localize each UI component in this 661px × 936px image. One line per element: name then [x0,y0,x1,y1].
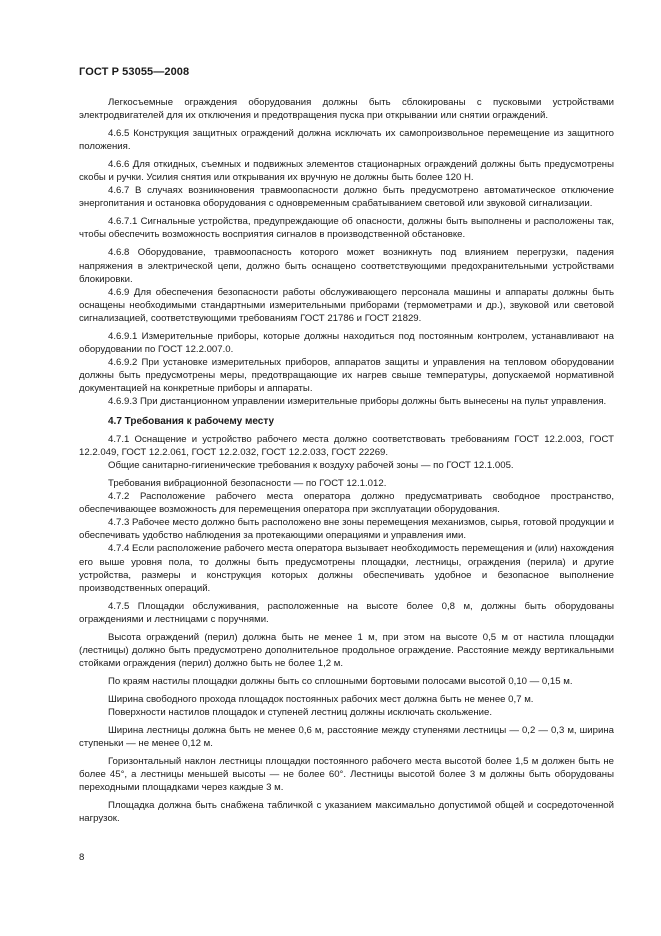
paragraph: 4.6.8 Оборудование, травмоопасность которого может возникнуть под влиянием перегрузки, падения напряжения в электрической цепи, должно быть оснащено соответствующими предохранительными устройствами блокировки. [79,247,614,285]
paragraph: Ширина лестницы должна быть не менее 0,6 м, расстояние между ступенями лестницы — 0,2 — 0,3 м, ширина ступеньки — не менее 0,12 м. [79,725,614,750]
document-body [79,96,614,825]
paragraph: 4.6.9.3 При дистанционном управлении измерительные приборы должны быть вынесены на пульт управления. [108,395,607,407]
paragraph: 4.7.2 Расположение рабочего места оператора должно предусматривать свободное пространство, обеспечивающее возможность для перемещения оператора при эксплуатации оборудования. [79,491,614,516]
paragraph: 4.7.3 Рабочее место должно быть расположено вне зоны перемещения механизмов, сырья, готовой продукции и обеспечивать удобство наблюдения за протекающими операциями и управления ими. [79,517,614,542]
paragraph: 4.7.4 Если расположение рабочего места оператора вызывает необходимость перемещения и (или) нахождения его выше уровня пола, то должны быть предусмотрены площадки, лестницы, ограждения (перила) и другие устройства, размеры и конструкция которых должны обеспечивать удобное и безопасное выполнение производственных операций. [79,543,614,594]
page-number: 8 [79,852,85,863]
section-4-7-paragraphs [79,433,614,825]
document-header: ГОСТ Р 53055—2008 [79,66,190,78]
paragraph: 4.6.9 Для обеспечения безопасности работы обслуживающего персонала машины и аппараты должны быть оснащены необходимыми стандартными измерительными приборами (термометрами и др.), звуковой или световой сигнализацией, соответствующими требованиям ГОСТ 21786 и ГОСТ 21829. [79,286,614,324]
paragraph: Ширина свободного прохода площадок постоянных рабочих мест должна быть не менее 0,7 м. [108,693,534,705]
paragraph: 4.6.9.1 Измерительные приборы, которые должны находиться под постоянным контролем, устанавливают на оборудовании по ГОСТ 12.2.007.0. [79,330,614,355]
paragraph: 4.7.1 Оснащение и устройство рабочего места должно соответствовать требованиям ГОСТ 12.2.003, ГОСТ 12.2.049, ГОСТ 12.2.061, ГОСТ 12.2.032, ГОСТ 12.2.033, ГОСТ 22269. [79,434,614,459]
paragraph: 4.7.5 Площадки обслуживания, расположенные на высоте более 0,8 м, должны быть оборудованы ограждениями и лестницами с поручнями. [79,600,614,625]
paragraph: Общие санитарно-гигиенические требования к воздуху рабочей зоны — по ГОСТ 12.1.005. [108,460,514,472]
paragraph: 4.6.5 Конструкция защитных ограждений должна исключать их самопроизвольное перемещение из защитного положения. [79,128,614,153]
paragraph: Площадка должна быть снабжена табличкой с указанием максимально допустимой общей и сосредоточенной нагрузок. [79,800,614,825]
paragraph: Требования вибрационной безопасности — по ГОСТ 12.1.012. [108,478,387,490]
paragraph: 4.6.6 Для откидных, съемных и подвижных элементов стационарных ограждений должны быть предусмотрены скобы и ручки. Усилия снятия или открывания их вручную не должны быть более 120 Н. [79,159,614,184]
paragraph: Поверхности настилов площадок и ступеней лестниц должны исключать скольжение. [108,706,492,718]
paragraph: Горизонтальный наклон лестницы площадки постоянного рабочего места высотой более 1,5 м должен быть не более 45°, а лестницы меньшей высоты — не более 60°. Лестницы высотой более 3 м должны быть оборудованы переходными площадками через каждые 3 м. [79,756,614,794]
paragraph: 4.6.7 В случаях возникновения травмоопасности должно быть предусмотрено автоматическое отключение энергопитания и остановка оборудования с одновременным срабатыванием световой или звуковой сигнализации. [79,185,614,210]
paragraph: Высота ограждений (перил) должна быть не менее 1 м, при этом на высоте 0,5 м от настила площадки (лестницы) должно быть предусмотрено дополнительное продольное ограждение. Расстояние между вертикальными стойками ограждения (перил) должно быть не более 1,2 м. [79,631,614,669]
paragraph: 4.6.7.1 Сигнальные устройства, предупреждающие об опасности, должны быть выполнены и расположены так, чтобы обеспечить возможность восприятия сигналов в производственной обстановке. [79,216,614,241]
paragraph: Легкосъемные ограждения оборудования должны быть сблокированы с пусковыми устройствами электродвигателей для их отключения и предотвращения пуска при открывании или снятии ограждений. [79,97,614,122]
paragraph: 4.6.9.2 При установке измерительных приборов, аппаратов защиты и управления на тепловом оборудовании должны быть предусмотрены меры, предотвращающие их нагрев свыше температуры, допускаемой нормативной документацией на конкретные приборы и аппараты. [79,356,614,394]
paragraph: По краям настилы площадки должны быть со сплошными бортовыми полосами высотой 0,10 — 0,15 м. [108,675,573,687]
section-title: 4.7 Требования к рабочему месту [108,416,275,428]
section-4-6-paragraphs [79,96,614,408]
